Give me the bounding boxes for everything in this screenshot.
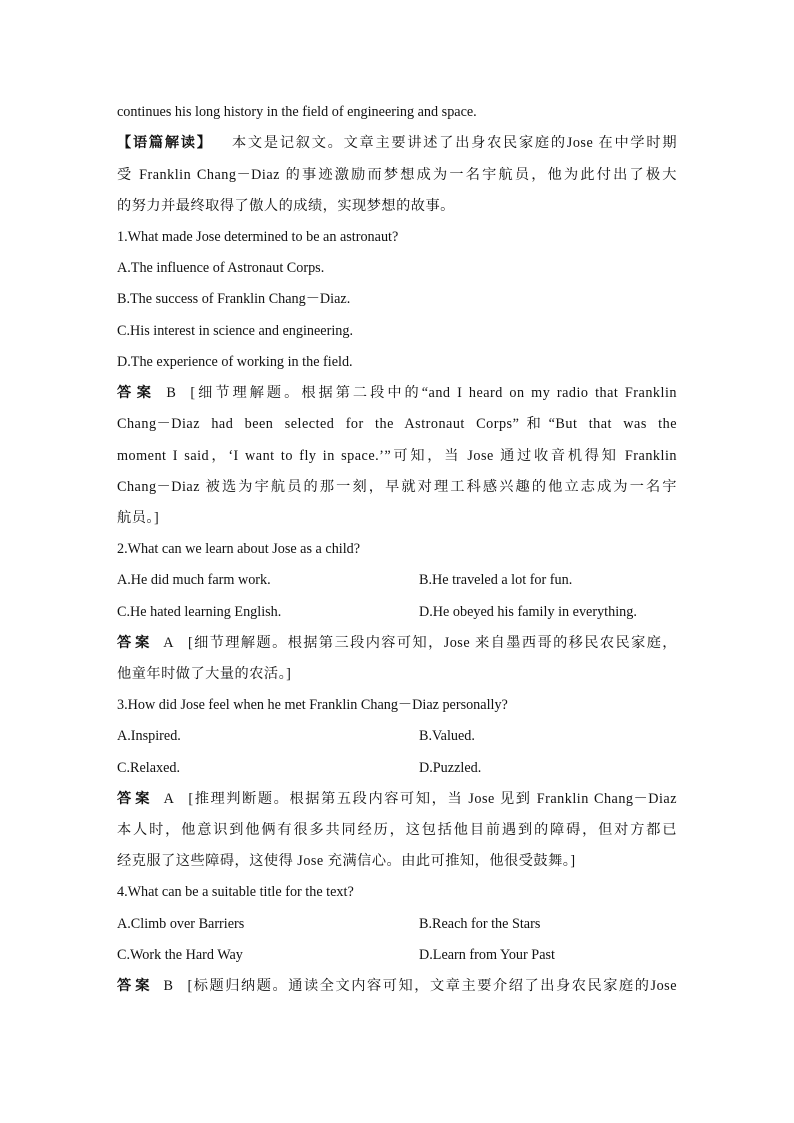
q4-explanation-1: [标题归纳题。通读全文内容可知，文章主要介绍了出身农民家庭的Jose bbox=[187, 978, 677, 994]
q2-option-d: D.He obeyed his family in everything. bbox=[419, 604, 637, 620]
q2-answer-label: 答案 bbox=[117, 635, 154, 651]
q1-answer-letter: B bbox=[166, 385, 177, 401]
q3-option-d: D.Puzzled. bbox=[419, 760, 482, 776]
q3-answer-line-1 bbox=[117, 789, 677, 809]
analysis-line-3: 的努力并最终取得了傲人的成绩，实现梦想的故事。 bbox=[117, 198, 455, 214]
q2-explanation-2: 他童年时做了大量的农活。] bbox=[117, 666, 292, 682]
q2-option-c: C.He hated learning English. bbox=[117, 604, 282, 620]
question-1: 1.What made Jose determined to be an astronaut? bbox=[117, 229, 399, 245]
question-2: 2.What can we learn about Jose as a child? bbox=[117, 541, 361, 557]
q3-answer-label: 答案 bbox=[117, 791, 154, 807]
q1-explanation-1: [细节理解题。根据第二段中的“and I heard on my radio that Franklin bbox=[190, 385, 677, 401]
q2-explanation-1: [细节理解题。根据第三段内容可知，Jose 来自墨西哥的移民农民家庭， bbox=[187, 635, 677, 651]
q1-explanation-5: 航员。] bbox=[117, 510, 160, 526]
q3-option-c: C.Relaxed. bbox=[117, 760, 181, 776]
q1-option-b: B.The success of Franklin Chang－Diaz. bbox=[117, 291, 351, 307]
q4-answer-line-1 bbox=[117, 976, 677, 996]
q3-option-a: A.Inspired. bbox=[117, 728, 181, 744]
q2-option-a: A.He did much farm work. bbox=[117, 572, 271, 588]
analysis-label: 【语篇解读】 bbox=[117, 135, 213, 151]
q4-option-d: D.Learn from Your Past bbox=[419, 947, 555, 963]
q3-answer-letter: A bbox=[163, 791, 175, 807]
question-3: 3.How did Jose feel when he met Franklin Chang－Diaz personally? bbox=[117, 697, 508, 713]
q3-explanation-3: 经克服了这些障碍，这使得 Jose 充满信心。由此可推知，他很受鼓舞。] bbox=[117, 853, 576, 869]
q2-option-b: B.He traveled a lot for fun. bbox=[419, 572, 573, 588]
q4-answer-letter: B bbox=[163, 978, 174, 994]
q1-answer-label: 答案 bbox=[117, 385, 157, 401]
q2-answer-letter: A bbox=[163, 635, 174, 651]
q1-explanation-4: Chang－Diaz 被选为宇航员的那一刻，早就对理工科感兴趣的他立志成为一名宇 bbox=[117, 479, 677, 495]
q3-option-b: B.Valued. bbox=[419, 728, 475, 744]
q1-option-c: C.His interest in science and engineering. bbox=[117, 323, 353, 339]
q4-option-c: C.Work the Hard Way bbox=[117, 947, 243, 963]
q1-explanation-3: moment I said，‘I want to fly in space.’”可知，当 Jose 通过收音机得知 Franklin bbox=[117, 448, 677, 464]
q2-answer-line-1 bbox=[117, 633, 677, 653]
question-4: 4.What can be a suitable title for the text? bbox=[117, 884, 354, 900]
q3-explanation-2: 本人时，他意识到他俩有很多共同经历，这包括他目前遇到的障碍，但对方都已 bbox=[117, 822, 677, 838]
q1-explanation-2: Chang－Diaz had been selected for the Astronaut Corps”和“But that was the bbox=[117, 416, 677, 432]
q1-option-d: D.The experience of working in the field. bbox=[117, 354, 353, 370]
q4-option-b: B.Reach for the Stars bbox=[419, 916, 541, 932]
q1-answer-line-1 bbox=[117, 383, 677, 403]
analysis-text: 本文是记叙文。文章主要讲述了出身农民家庭的Jose 在中学时期 bbox=[231, 135, 678, 151]
q1-option-a: A.The influence of Astronaut Corps. bbox=[117, 260, 325, 276]
intro-tail-text: continues his long history in the field of engineering and space. bbox=[117, 104, 477, 120]
q4-answer-label: 答案 bbox=[117, 978, 154, 994]
q4-option-a: A.Climb over Barriers bbox=[117, 916, 245, 932]
analysis-line-1 bbox=[117, 133, 677, 153]
q3-explanation-1: [推理判断题。根据第五段内容可知，当 Jose 见到 Franklin Chang－Diaz bbox=[188, 791, 677, 807]
analysis-line-2: 受 Franklin Chang－Diaz 的事迹激励而梦想成为一名宇航员，他为此付出了极大 bbox=[117, 167, 677, 183]
